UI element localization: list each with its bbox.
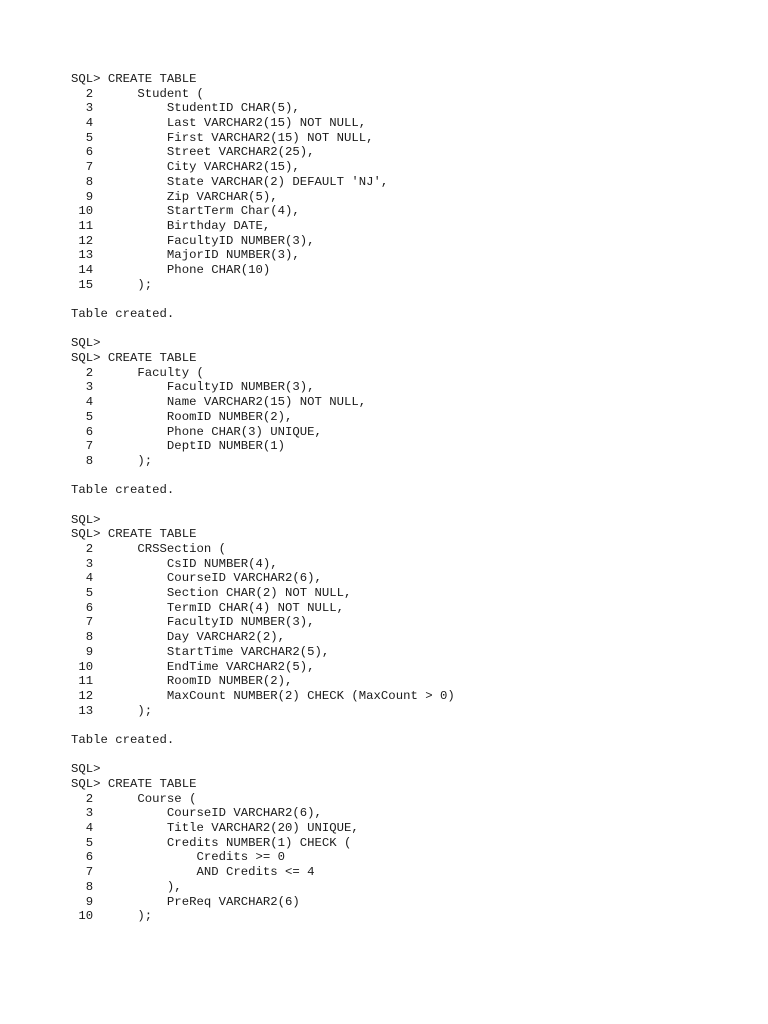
transcript-line [71,498,768,513]
transcript-line [71,718,768,733]
transcript-line: 5 RoomID NUMBER(2), [71,409,293,424]
transcript-line: 10 EndTime VARCHAR2(5), [71,659,315,674]
transcript-line: 10 ); [71,909,153,924]
transcript-line: 7 City VARCHAR2(15), [71,160,300,175]
transcript-line: 7 FacultyID NUMBER(3), [71,615,315,630]
transcript-line: 4 Name VARCHAR2(15) NOT NULL, [71,395,367,410]
transcript-line: Table created. [71,483,175,498]
transcript-line: 8 ), [71,879,182,894]
transcript-line: 5 First VARCHAR2(15) NOT NULL, [71,130,374,145]
transcript-line: SQL> [71,512,101,527]
transcript-line: 6 Credits >= 0 [71,850,286,865]
transcript-line [71,748,768,763]
transcript-line: Table created. [71,732,175,747]
transcript-line: Table created. [71,307,175,321]
transcript-line: 11 RoomID NUMBER(2), [71,674,293,689]
transcript-line: 12 MaxCount NUMBER(2) CHECK (MaxCount > 0) [71,688,455,703]
transcript-line: SQL> CREATE TABLE [71,777,197,791]
transcript-line: 6 TermID CHAR(4) NOT NULL, [71,600,345,615]
transcript-line: SQL> CREATE TABLE [71,527,197,542]
sql-transcript [71,72,768,924]
transcript-line: 2 Student ( [71,86,204,101]
transcript-line: 4 Title VARCHAR2(20) UNIQUE, [71,821,359,836]
transcript-line: 5 Credits NUMBER(1) CHECK ( [71,835,352,850]
transcript-line: 3 StudentID CHAR(5), [71,101,300,116]
transcript-line: 9 Zip VARCHAR(5), [71,189,278,204]
transcript-line: 4 Last VARCHAR2(15) NOT NULL, [71,116,367,131]
transcript-line: 8 Day VARCHAR2(2), [71,630,286,645]
transcript-line: 8 State VARCHAR(2) DEFAULT 'NJ', [71,174,389,189]
transcript-line: 9 PreReq VARCHAR2(6) [71,894,300,909]
transcript-line [71,292,768,307]
transcript-line: 14 Phone CHAR(10) [71,262,271,277]
transcript-line: 7 DeptID NUMBER(1) [71,439,286,454]
transcript-line: 2 Course ( [71,791,197,806]
transcript-line: 6 Street VARCHAR2(25), [71,145,315,160]
transcript-line: 5 Section CHAR(2) NOT NULL, [71,586,352,601]
transcript-line: 10 StartTerm Char(4), [71,204,300,219]
transcript-line: 13 ); [71,703,153,718]
transcript-line [71,322,768,337]
transcript-line [71,469,768,484]
transcript-line: 7 AND Credits <= 4 [71,865,315,880]
transcript-line: 2 Faculty ( [71,365,204,380]
transcript-line: 8 ); [71,453,153,468]
transcript-line: 3 FacultyID NUMBER(3), [71,380,315,395]
transcript-line: 9 StartTime VARCHAR2(5), [71,644,330,659]
transcript-line: 12 FacultyID NUMBER(3), [71,233,315,248]
transcript-line: 3 CourseID VARCHAR2(6), [71,806,322,821]
transcript-line: 6 Phone CHAR(3) UNIQUE, [71,424,322,439]
transcript-line: SQL> CREATE TABLE [71,72,197,86]
transcript-line: 11 Birthday DATE, [71,218,271,233]
transcript-line: 2 CRSSection ( [71,542,226,556]
transcript-line: 3 CsID NUMBER(4), [71,556,278,571]
transcript-line: SQL> [71,762,101,777]
transcript-line: SQL> CREATE TABLE [71,351,197,366]
transcript-line: 15 ); [71,277,153,292]
transcript-line: SQL> [71,336,101,351]
transcript-line: 4 CourseID VARCHAR2(6), [71,571,322,586]
transcript-line: 13 MajorID NUMBER(3), [71,248,300,263]
